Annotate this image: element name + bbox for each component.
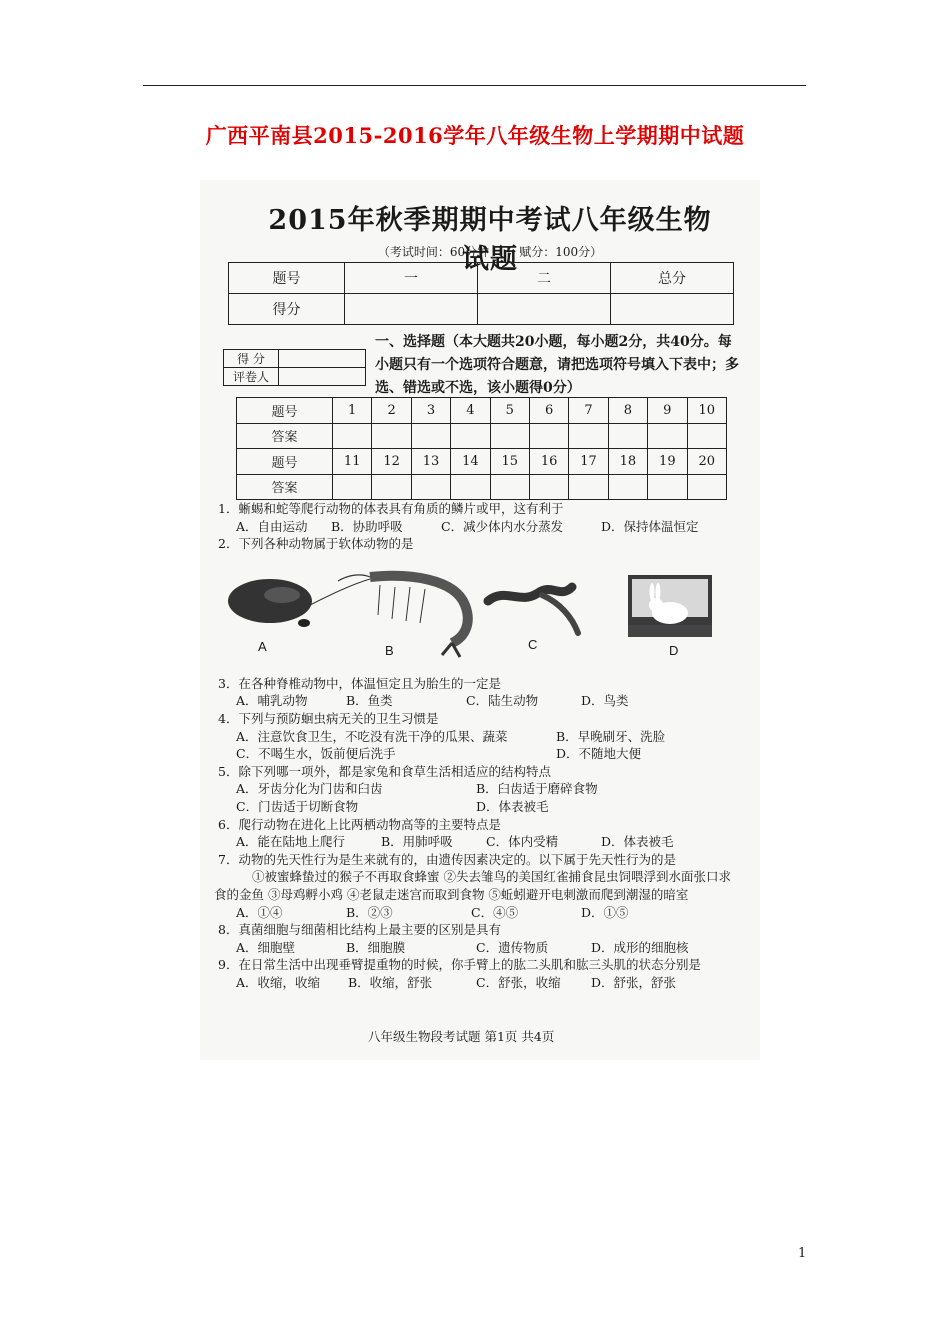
option-a: A．能在陆地上爬行 [236, 834, 346, 850]
question-stem: 8．真菌细胞与细菌相比结构上最主要的区别是具有 [218, 922, 501, 938]
option-d: D．保持体温恒定 [601, 518, 699, 534]
question-stem: 2．下列各种动物属于软体动物的是 [218, 536, 414, 552]
figure-d-rabbit [628, 575, 712, 637]
option-a: A．哺乳动物 [236, 693, 308, 709]
answer-cell [490, 474, 529, 500]
option-a: A．收缩，收缩 [236, 974, 321, 990]
answer-num: 15 [490, 449, 529, 475]
answer-cell [529, 423, 568, 449]
option-b: B．鱼类 [346, 693, 393, 709]
option-a: A．①④ [236, 904, 283, 920]
question-1 [218, 500, 748, 535]
answer-cell [648, 423, 687, 449]
answer-cell [648, 474, 687, 500]
option-d: D．体表被毛 [601, 834, 674, 850]
figure-label-b: B [385, 643, 394, 658]
option-a: A．自由运动 [236, 518, 308, 534]
exam-title: 2015年秋季期期中考试八年级生物试题 [268, 205, 712, 275]
answer-table [236, 397, 727, 500]
answer-num: 17 [569, 449, 608, 475]
option-b: B．臼齿适于磨碎食物 [476, 781, 598, 797]
option-d: D．不随地大便 [556, 746, 642, 762]
option-c: C．减少体内水分蒸发 [441, 518, 564, 534]
grader-table [223, 349, 366, 386]
answer-number-row [237, 398, 727, 424]
question-stem: 4．下列与预防蛔虫病无关的卫生习惯是 [218, 710, 439, 726]
page-number: 1 [798, 1246, 807, 1261]
answer-num: 12 [372, 449, 411, 475]
figure-c-worm [488, 587, 578, 633]
answer-cell [411, 474, 450, 500]
answer-cell [490, 423, 529, 449]
question-statements: 食的金鱼 ③母鸡孵小鸡 ④老鼠走迷宫而取到食物 ⑤蚯蚓避开电刺激而爬到潮湿的暗室 [214, 886, 689, 902]
answer-row [237, 423, 727, 449]
answer-num: 14 [451, 449, 490, 475]
option-d: D．①⑤ [581, 904, 629, 920]
question-statements: ①被蜜蜂蛰过的猴子不再取食蜂蜜 ②失去雏鸟的美国红雀捕食昆虫饲喂浮到水面张口求 [252, 869, 731, 885]
exam-subtitle [255, 243, 725, 260]
answer-cell [608, 474, 647, 500]
score-table [228, 262, 734, 325]
answer-cell [529, 474, 568, 500]
score-cell [345, 294, 478, 325]
question-2-figures [220, 565, 740, 665]
top-rule [143, 85, 806, 86]
question-7 [214, 851, 748, 921]
question-4 [218, 710, 748, 763]
answer-num: 3 [411, 398, 450, 424]
answer-num: 20 [687, 449, 726, 475]
figure-label-a: A [258, 639, 267, 654]
answer-cell [451, 474, 490, 500]
option-d: D．舒张，舒张 [591, 974, 677, 990]
figure-label-c: C [528, 637, 538, 652]
answer-cell [411, 423, 450, 449]
score-cell [478, 294, 611, 325]
question-stem: 1．蜥蜴和蛇等爬行动物的体表具有角质的鳞片或甲，这有利于 [218, 501, 564, 516]
exam-page-footer: 八年级生物段考试题 第1页 共4页 [368, 1029, 555, 1044]
answer-label: 答案 [237, 423, 333, 449]
answer-num: 2 [372, 398, 411, 424]
answer-num: 11 [333, 449, 372, 475]
score-header-part2: 二 [478, 263, 611, 294]
question-stem: 3．在各种脊椎动物中，体温恒定且为胎生的一定是 [218, 675, 501, 691]
option-b: B．②③ [346, 904, 393, 920]
document-title: 广西平南县2015-2016学年八年级生物上学期期中试题 [205, 123, 745, 148]
animal-illustrations [220, 565, 740, 665]
question-stem: 6．爬行动物在进化上比两栖动物高等的主要特点是 [218, 816, 501, 832]
answer-num: 7 [569, 398, 608, 424]
exam-score: 赋分：100分） [519, 245, 603, 259]
answer-num: 9 [648, 398, 687, 424]
answer-number-row [237, 449, 727, 475]
answer-num: 16 [529, 449, 568, 475]
answer-cell [372, 474, 411, 500]
grader-name-cell [279, 368, 366, 386]
question-stem: 7．动物的先天性行为是生来就有的，由遗传因素决定的。以下属于先天性行为的是 [218, 851, 676, 867]
answer-num: 13 [411, 449, 450, 475]
answer-row [237, 474, 727, 500]
question-stem: 5．除下列哪一项外，都是家兔和食草生活相适应的结构特点 [218, 763, 551, 779]
option-c: C．体内受精 [486, 834, 559, 850]
score-header-total: 总分 [611, 263, 734, 294]
question-9 [218, 956, 748, 991]
score-cell [611, 294, 734, 325]
exam-time: （考试时间：60分钟 [377, 245, 490, 259]
answer-num-label: 题号 [237, 449, 333, 475]
figure-a-mollusk [228, 579, 312, 627]
option-b: B．早晚刷牙、洗脸 [556, 728, 666, 744]
option-a: A．细胞壁 [236, 939, 296, 955]
question-3 [218, 675, 748, 710]
answer-cell [333, 423, 372, 449]
question-8 [218, 921, 748, 956]
answer-label: 答案 [237, 474, 333, 500]
question-6 [218, 816, 748, 851]
answer-num: 5 [490, 398, 529, 424]
answer-num: 8 [608, 398, 647, 424]
grader-score-cell [279, 350, 366, 368]
answer-num: 19 [648, 449, 687, 475]
option-a: A．牙齿分化为门齿和臼齿 [236, 781, 383, 797]
question-5 [218, 763, 748, 816]
option-c: C．陆生动物 [466, 693, 539, 709]
answer-cell [687, 423, 726, 449]
answer-cell [333, 474, 372, 500]
answer-cell [608, 423, 647, 449]
answer-cell [451, 423, 490, 449]
option-b: B．用肺呼吸 [381, 834, 453, 850]
answer-cell [569, 474, 608, 500]
answer-cell [569, 423, 608, 449]
answer-num: 18 [608, 449, 647, 475]
answer-num: 4 [451, 398, 490, 424]
question-stem: 9．在日常生活中出现垂臂提重物的时候，你手臂上的肱二头肌和肱三头肌的状态分别是 [218, 957, 701, 973]
grader-name-label: 评卷人 [224, 368, 279, 386]
answer-num: 6 [529, 398, 568, 424]
score-header-part1: 一 [345, 263, 478, 294]
option-c: C．④⑤ [471, 904, 519, 920]
answer-cell [372, 423, 411, 449]
option-d: D．体表被毛 [476, 798, 549, 814]
option-c: C．门齿适于切断食物 [236, 798, 359, 814]
option-b: B．收缩，舒张 [348, 974, 433, 990]
question-2 [218, 535, 748, 553]
section-instructions: 一、选择题（本大题共20小题，每小题2分，共40分。每小题只有一个选项符合题意，请把选项符号填入下表中；多选、错选或不选，该小题得0分） [375, 334, 739, 396]
option-b: B．细胞膜 [346, 939, 406, 955]
answer-num: 1 [333, 398, 372, 424]
option-d: D．鸟类 [581, 693, 629, 709]
option-d: D．成形的细胞核 [591, 939, 689, 955]
answer-cell [687, 474, 726, 500]
score-header-label: 题号 [229, 263, 345, 294]
option-b: B．协助呼吸 [331, 518, 403, 534]
score-row-label: 得分 [229, 294, 345, 325]
answer-num: 10 [687, 398, 726, 424]
figure-label-d: D [669, 643, 679, 658]
option-c: C．遗传物质 [476, 939, 549, 955]
option-c: C．不喝生水，饭前便后洗手 [236, 746, 396, 762]
grader-score-label: 得 分 [224, 350, 279, 368]
answer-num-label: 题号 [237, 398, 333, 424]
option-c: C．舒张，收缩 [476, 974, 561, 990]
option-a: A．注意饮食卫生，不吃没有洗干净的瓜果、蔬菜 [236, 728, 508, 744]
